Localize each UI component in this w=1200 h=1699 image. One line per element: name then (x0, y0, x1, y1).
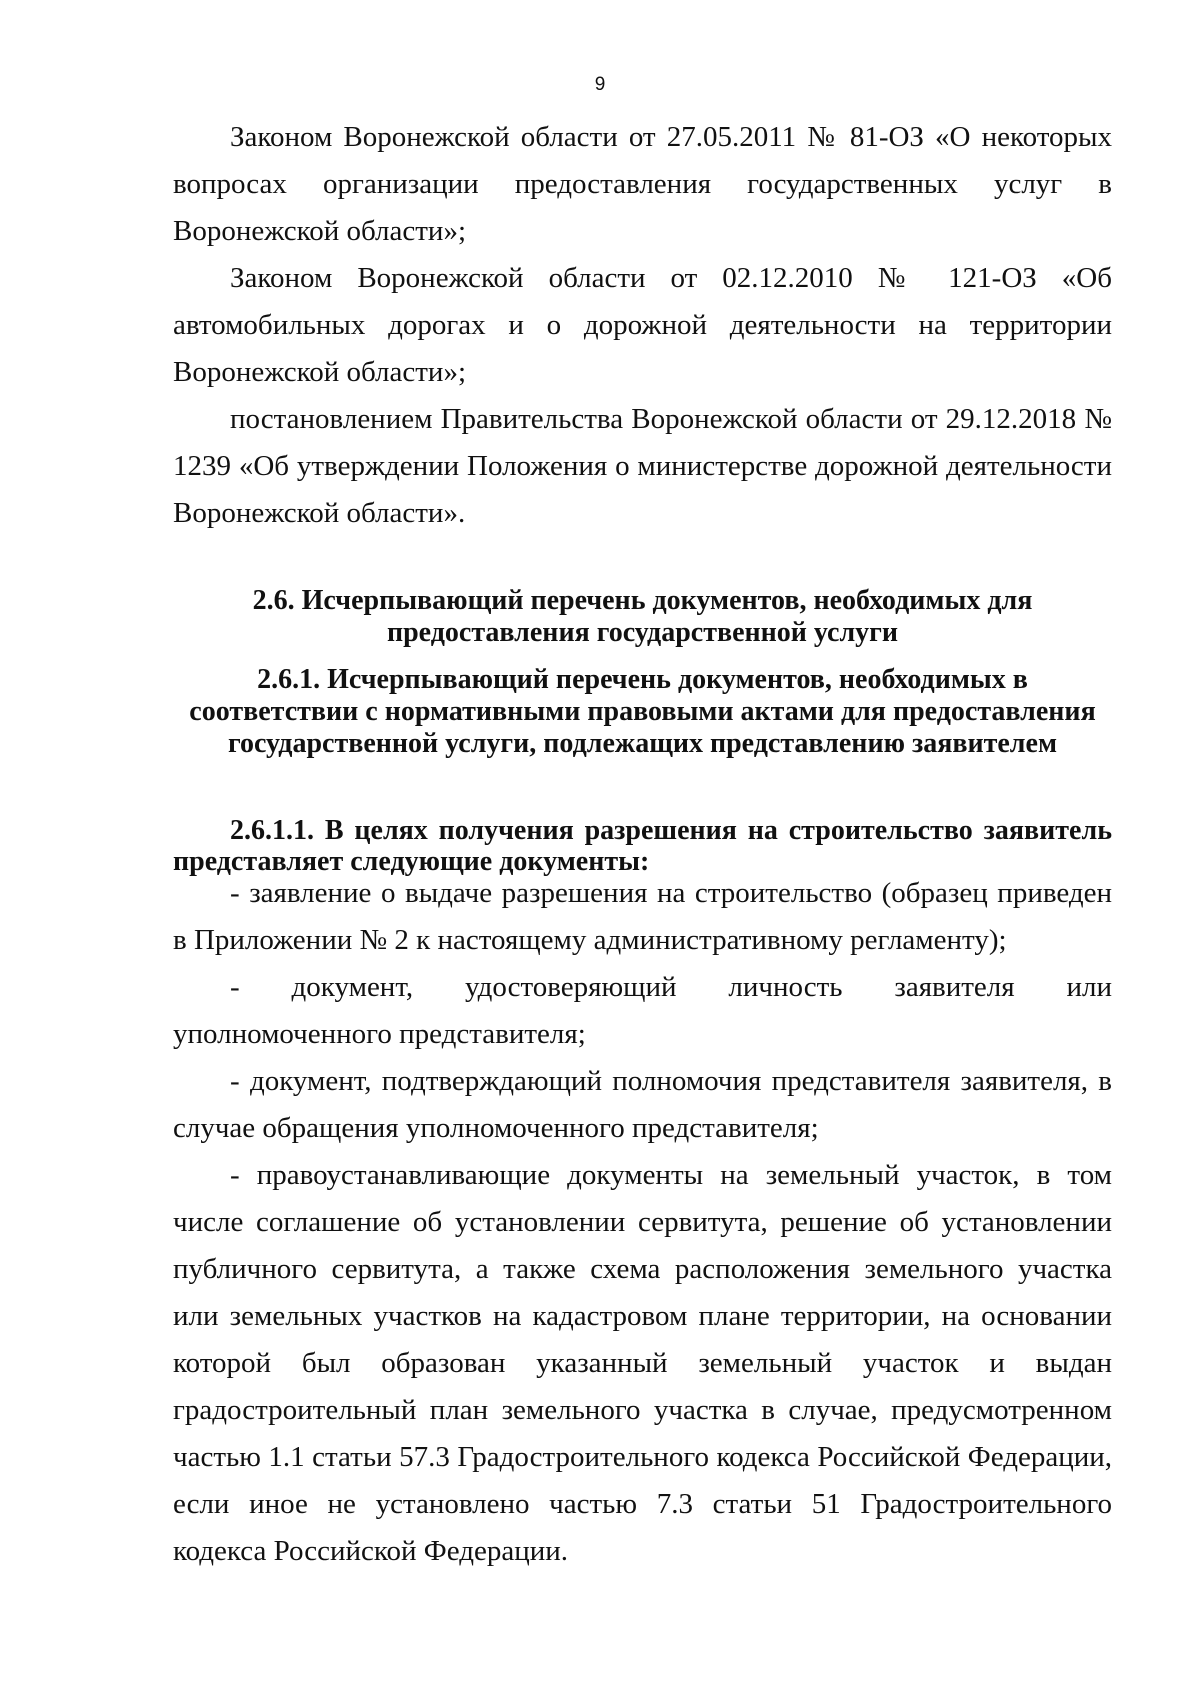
legal-basis-item: Законом Воронежской области от 27.05.2011 № 81-ОЗ «О некоторых вопросах организации предоставления государственных услуг в Воронежской области»; (173, 121, 1112, 247)
legal-basis-item: постановлением Правительства Воронежской области от 29.12.2018 № 1239 «Об утверждении Положения о министерстве дорожной деятельности Воронежской области». (173, 403, 1112, 529)
document-list-item: - документ, подтверждающий полномочия представителя заявителя, в случае обращения уполномоченного представителя; (173, 1065, 1112, 1144)
section-heading-2-6: 2.6. Исчерпывающий перечень документов, необходимых для предоставления государственной услуги (252, 585, 1033, 648)
legal-basis-list (173, 114, 1112, 537)
legal-basis-item: Законом Воронежской области от 02.12.2010 № 121-ОЗ «Об автомобильных дорогах и о дорожной деятельности на территории Воронежской области»; (173, 262, 1112, 388)
document-list-item: - документ, удостоверяющий личность заявителя или уполномоченного представителя; (173, 971, 1112, 1050)
page-number: 9 (594, 74, 606, 95)
section-heading-2-6-1: 2.6.1. Исчерпывающий перечень документов, необходимых в соответствии с нормативными правовыми актами для предоставления государственной услуги, подлежащих представлению заявителем (189, 664, 1096, 759)
document-list (173, 870, 1112, 1575)
document-list-item: - правоустанавливающие документы на земельный участок, в том числе соглашение об установлении сервитута, решение об установлении публичного сервитута, а также схема расположения земельного участка или земельных участков на кадастровом плане территории, на основании которой был образован указанный земельный участок и выдан градостроительный план земельного участка в случае, предусмотренном частью 1.1 статьи 57.3 Градостроительного кодекса Российской Федерации, если иное не установлено частью 7.3 статьи 51 Градостроительного кодекса Российской Федерации. (173, 1159, 1112, 1567)
document-list-item: - заявление о выдаче разрешения на строительство (образец приведен в Приложении № 2 к настоящему административному регламенту); (173, 877, 1112, 956)
clause-2-6-1-1: 2.6.1.1. В целях получения разрешения на строительство заявитель представляет следующие документы: (173, 815, 1112, 877)
